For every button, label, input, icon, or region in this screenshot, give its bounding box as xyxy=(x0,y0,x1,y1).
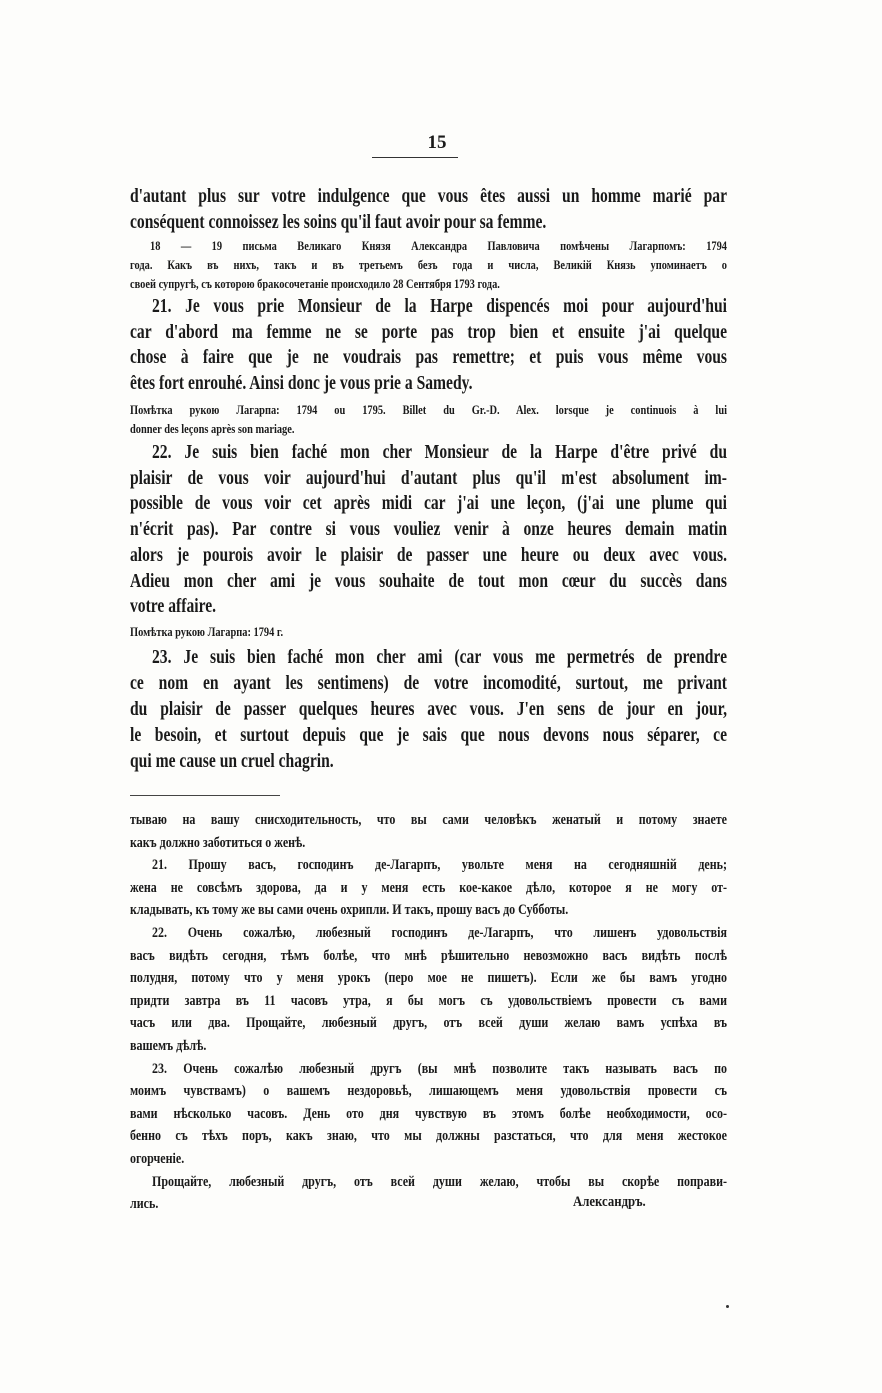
text-line: 21. Je vous prie Monsieur de la Harpe dispencés moi pour aujourd'hui xyxy=(152,296,727,317)
text-line: d'autant plus sur votre indulgence que vous êtes aussi un homme marié par xyxy=(130,186,727,207)
letter-paragraph xyxy=(130,184,727,235)
editor-note xyxy=(130,622,727,641)
text-line: кладывать, къ тому же вы сами очень охрипли. И такъ, прошу васъ до Субботы. xyxy=(130,902,569,919)
text-line: полудня, потому что у меня урокъ (перо мое не пишетъ). Если же бы вамъ угодно xyxy=(130,970,727,987)
translation-paragraph xyxy=(130,1058,727,1171)
text-line: 21. Прошу васъ, господинъ де-Лагарпъ, увольте меня на сегодняшній день; xyxy=(152,857,727,874)
text-line: тываю на вашу снисходительность, что вы сами человѣкъ женатый и потому знаете xyxy=(130,812,727,828)
text-line: conséquent connoissez les soins qu'il faut avoir pour sa femme. xyxy=(130,211,547,233)
text-line: du plaisir de passer quelques heures avec vous. J'en sens de jour en jour, xyxy=(130,699,727,720)
page-number-rule xyxy=(372,157,458,158)
text-line: лись. xyxy=(130,1196,159,1213)
text-line: моимъ чувствамъ) о вашемъ нездоровьѣ, лишающемъ меня удовольствія провести съ xyxy=(130,1083,727,1100)
text-line: Прощайте, любезный другъ, отъ всей души желаю, чтобы вы скорѣе поправи- xyxy=(152,1173,727,1190)
signature: Александръ. xyxy=(573,1194,646,1210)
text-line: 22. Je suis bien faché mon cher Monsieur de la Harpe d'être privé du xyxy=(152,442,727,463)
text-line: какъ должно заботиться о женѣ. xyxy=(130,834,306,851)
text-line: 18 — 19 письма Великаго Князя Александра Павловича помѣчены Лагарпомъ: 1794 xyxy=(150,237,727,253)
translation-paragraph xyxy=(130,809,727,854)
translation-paragraph xyxy=(130,854,727,922)
text-line: qui me cause un cruel chagrin. xyxy=(130,751,334,772)
footnote-divider xyxy=(130,795,280,796)
text-line: n'écrit pas). Par contre si vous vouliez venir à onze heures demain matin xyxy=(130,519,727,541)
text-line: plaisir de vous voir aujourd'hui d'autant plus qu'il m'est absolument im- xyxy=(130,467,727,489)
text-line: своей супругѣ, съ которою бракосочетаніе происходило 28 Сентября 1793 года. xyxy=(130,275,500,291)
editor-note xyxy=(130,236,727,293)
text-line: бенно съ тѣхъ поръ, какъ знаю, что мы должны разстаться, что для меня жестокое xyxy=(130,1128,727,1145)
text-line: часъ или два. Прощайте, любезный другъ, отъ всей души желаю вамъ успѣха въ xyxy=(130,1015,727,1032)
text-line: 23. Очень сожалѣю любезный другъ (вы мнѣ позволите такъ называть васъ по xyxy=(152,1060,727,1077)
editor-note xyxy=(130,400,727,438)
text-line: вами нѣсколько часовъ. День ото дня чувствую въ этомъ болѣе необходимости, осо- xyxy=(130,1105,727,1122)
letter-paragraph xyxy=(130,294,727,397)
translation-paragraph xyxy=(130,922,727,1058)
text-line: придти завтра въ 11 часовъ утра, я бы могъ съ удовольствіемъ провести съ вами xyxy=(130,992,727,1009)
text-line: possible de vous voir cet après midi car j'ai une leçon, (j'ai une plume qui xyxy=(130,493,727,515)
text-line: ce nom en ayant les sentimens) de votre incomodité, surtout, me privant xyxy=(130,673,727,694)
text-line: car d'abord ma femme ne se porte pas trop bien et ensuite j'ai quelque xyxy=(130,321,727,343)
letter-paragraph xyxy=(130,645,727,775)
text-line: êtes fort enrouhé. Ainsi donc je vous prie a Samedy. xyxy=(130,373,473,395)
text-line: 23. Je suis bien faché mon cher ami (car vous me permetrés de prendre xyxy=(152,647,727,668)
text-line: вашемъ дѣлѣ. xyxy=(130,1037,207,1054)
letter-paragraph xyxy=(130,440,727,620)
russian-translation xyxy=(130,809,727,1216)
text-line: года. Какъ въ нихъ, такъ и въ третьемъ безъ года и числа, Великій Князь упоминаетъ о xyxy=(130,256,727,272)
text-line: жена не совсѣмъ здорова, да и у меня есть кое-какое дѣло, которое я не могу от- xyxy=(130,879,727,896)
text-line: васъ видѣть сегодня, тѣмъ болѣе, что мнѣ рѣшительно невозможно васъ видѣть послѣ xyxy=(130,947,727,964)
text-line: Adieu mon cher ami je vous souhaite de tout mon cœur du succès dans xyxy=(130,570,727,592)
text-line: alors je pourois avoir le plaisir de passer une heure ou deux avec vous. xyxy=(130,544,727,566)
text-line: le besoin, et surtout depuis que je sais que nous devons nous séparer, ce xyxy=(130,725,727,746)
text-line: Помѣтка рукою Лагарпа: 1794 г. xyxy=(130,624,284,639)
page-number: 15 xyxy=(427,132,447,153)
text-line: Помѣтка рукою Лагарпа: 1794 ou 1795. Billet du Gr.-D. Alex. lorsque je continuois à lui xyxy=(130,401,727,417)
page-mark xyxy=(726,1305,729,1308)
text-line: chose à faire que je ne voudrais pas remettre; et puis vous même vous xyxy=(130,347,727,369)
text-line: donner des leçons après son mariage. xyxy=(130,420,295,436)
text-line: votre affaire. xyxy=(130,596,217,618)
text-line: 22. Очень сожалѣю, любезный господинъ де-Лагарпъ, что лишенъ удовольствія xyxy=(152,924,727,941)
text-line: огорченіе. xyxy=(130,1150,185,1167)
